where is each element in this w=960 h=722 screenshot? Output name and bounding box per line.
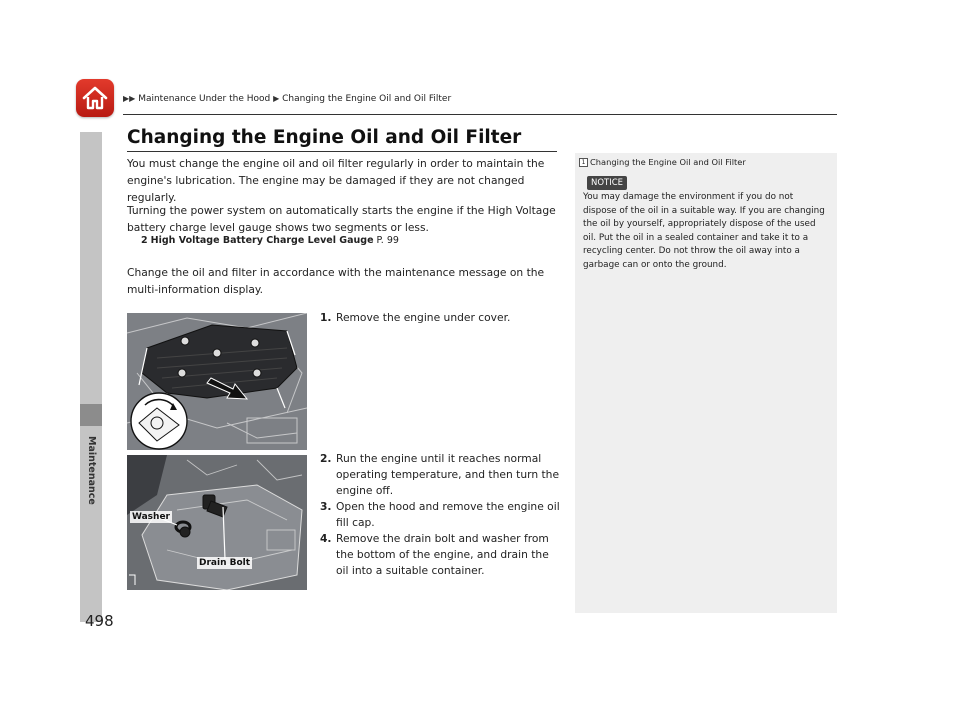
step-item	[320, 310, 560, 326]
section-tab-marker[interactable]	[80, 404, 102, 426]
notice-text: You may damage the environment if you do not dispose of the oil in a suitable way. If you are changing the oil by yourself, appropriately dispose of the used oil. Put the oil in a sealed container and take it to a recycling center. Do not throw the oil away into a garbage can or onto the ground.	[583, 192, 825, 270]
header-divider	[123, 114, 837, 115]
reference-title: High Voltage Battery Charge Level Gauge	[150, 235, 374, 246]
step-text: Remove the drain bolt and washer from the bottom of the engine, and drain the oil into a suitable container.	[336, 532, 549, 577]
note-heading	[579, 157, 746, 167]
step-item	[320, 531, 560, 579]
note-marker-icon: 1	[579, 158, 588, 167]
breadcrumb-arrow-icon: ▶▶	[123, 94, 136, 103]
washer-callout: Washer	[132, 512, 170, 522]
figure-under-cover	[127, 313, 307, 450]
title-divider	[127, 151, 557, 152]
step-number: 2.	[320, 452, 332, 465]
intro-paragraph: You must change the engine oil and oil filter regularly in order to maintain the engine's lubrication. The engine may be damaged if they are not changed regularly.	[127, 157, 545, 204]
steps-group-2	[320, 451, 560, 579]
step-text: Remove the engine under cover.	[336, 311, 511, 324]
step-number: 1.	[320, 311, 332, 324]
page-title: Changing the Engine Oil and Oil Filter	[127, 127, 522, 148]
step-number: 4.	[320, 532, 332, 545]
battery-paragraph: Turning the power system on automatically starts the engine if the High Voltage battery charge level gauge shows two segments or less.	[127, 204, 556, 234]
drain-bolt-callout: Drain Bolt	[199, 558, 251, 568]
maintenance-message-paragraph: Change the oil and filter in accordance with the maintenance message on the multi-information display.	[127, 266, 545, 296]
step-item	[320, 499, 560, 531]
step-text: Open the hood and remove the engine oil fill cap.	[336, 500, 560, 529]
figure-drain-bolt	[127, 455, 307, 590]
section-label: Maintenance	[86, 436, 97, 505]
reference-page: P. 99	[376, 235, 399, 246]
page-number: 498	[85, 612, 114, 630]
side-note-panel	[575, 153, 837, 613]
breadcrumb-item-current: Changing the Engine Oil and Oil Filter	[282, 94, 452, 104]
home-button[interactable]	[76, 79, 114, 117]
breadcrumb	[123, 94, 451, 104]
breadcrumb-arrow-icon: ▶	[273, 94, 280, 103]
steps-group-1	[320, 310, 560, 326]
reference-link[interactable]	[141, 235, 399, 246]
step-text: Run the engine until it reaches normal operating temperature, and then turn the engine off.	[336, 452, 560, 497]
breadcrumb-item-maintenance-under-hood[interactable]: Maintenance Under the Hood	[138, 94, 271, 104]
step-number: 3.	[320, 500, 332, 513]
section-tab-bar	[80, 132, 102, 622]
step-item	[320, 451, 560, 499]
note-heading-text: Changing the Engine Oil and Oil Filter	[590, 157, 746, 167]
reference-arrow-icon: 2	[141, 235, 148, 246]
notice-badge: NOTICE	[587, 176, 627, 190]
home-icon	[81, 84, 109, 112]
under-cover-illustration	[127, 313, 307, 450]
